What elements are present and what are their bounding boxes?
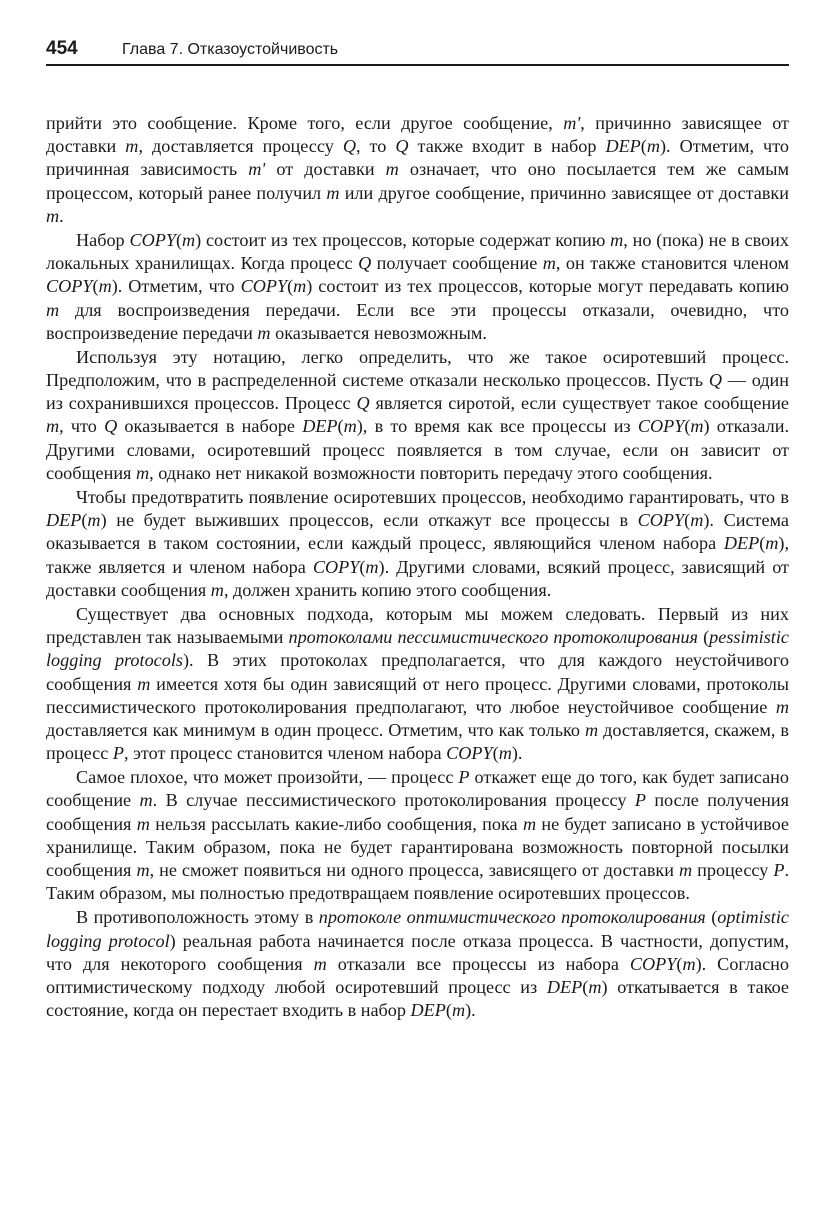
text-run: , что: [59, 416, 105, 437]
text-run: процессу: [692, 860, 774, 881]
text-run: В противоположность этому в: [76, 907, 319, 928]
italic-run: Q: [356, 393, 370, 414]
text-run: означает, что оно посылается тем же самым процессом, который ранее получил: [46, 159, 789, 203]
text-run: для воспроизведения передачи. Если все эти процессы отказали, очевидно, что воспроизведение передачи: [46, 299, 789, 343]
text-run: (: [684, 510, 691, 531]
text-run: ). Согласно оптимистическому подходу любой осиротевший процесс из: [46, 953, 789, 997]
italic-run: m: [682, 953, 696, 974]
text-run: ) состоит из тех процессов, которые содержат копию: [195, 229, 611, 250]
text-run: (: [492, 743, 499, 764]
text-run: ). Система оказывается в таком состоянии, если каждый процесс, являющийся членом набора: [46, 510, 789, 554]
italic-run: m': [563, 113, 581, 133]
text-run: отказали все процессы из набора: [326, 953, 630, 974]
italic-run: COPY: [637, 416, 685, 437]
page-number: 454: [46, 38, 78, 59]
book-page: [46, 0, 789, 1228]
text-run: (: [287, 276, 294, 297]
text-run: ). В этих протоколах предполагается, что для каждого неустойчивого сообщения: [46, 650, 789, 694]
text-run: ). Отметим, что причинная зависимость: [46, 136, 789, 180]
italic-run: P: [458, 767, 470, 788]
paragraph: [46, 346, 789, 485]
italic-run: P: [773, 860, 785, 881]
running-title: Глава 7. Отказоустойчивость: [122, 41, 339, 58]
text-run: , этот процесс становится членом набора: [124, 743, 447, 764]
italic-run: m: [610, 229, 624, 250]
italic-run: Q: [358, 253, 372, 274]
italic-run: m: [46, 416, 60, 437]
italic-run: COPY: [129, 229, 176, 250]
text-run: (: [92, 276, 99, 297]
italic-run: m: [210, 579, 224, 600]
text-run: (: [582, 976, 589, 997]
text-run: . Таким образом, мы полностью предотвращаем появление осиротевших процессов.: [46, 860, 789, 904]
italic-run: m: [343, 416, 357, 437]
text-run: или другое сообщение, причинно зависящее от доставки: [339, 182, 790, 203]
text-run: ) откатывается в такое состояние, когда он перестает входить в набор: [46, 976, 789, 1021]
italic-run: Q: [395, 136, 409, 157]
text-run: оказывается в наборе: [117, 416, 303, 437]
text-run: оказывается невозможным.: [270, 322, 487, 343]
italic-run: Q: [708, 370, 722, 391]
italic-run: m: [498, 743, 512, 764]
text-run: (: [705, 907, 718, 928]
italic-run: COPY: [46, 276, 93, 297]
text-run: — один из сохранившихся процессов. Процесс: [46, 370, 790, 414]
text-run: ) не будет выживших процессов, если откажут все процессы в: [100, 510, 638, 531]
header-rule: [46, 64, 789, 66]
italic-run: m: [136, 813, 150, 834]
text-run: имеется хотя бы один зависящий от него процесс. Другими словами, протоколы пессимистического протоколирования предполагают, что любое неустойчивое сообщение: [46, 673, 789, 717]
text-run: , он также становится членом: [555, 253, 789, 274]
text-run: получает сообщение: [371, 253, 543, 274]
italic-run: m': [248, 159, 266, 180]
italic-run: протоколе оптимистического протоколирования: [318, 907, 706, 928]
paragraph: [46, 112, 789, 228]
text-run: ), в то время как все процессы из: [356, 416, 638, 437]
italic-run: COPY: [312, 556, 360, 577]
italic-run: m: [46, 299, 60, 320]
text-run: (: [359, 556, 366, 577]
text-run: , но (пока) не в своих локальных хранилищах. Когда процесс: [46, 229, 789, 274]
text-run: (: [445, 1000, 452, 1021]
italic-run: m: [293, 276, 307, 297]
italic-run: DEP: [723, 533, 760, 554]
text-run: (: [640, 136, 647, 157]
text-run: не будет записано в устойчивое хранилище. Таким образом, пока не будет гарантирована возможность повторной посылки сообщения: [46, 813, 789, 881]
text-run: ).: [511, 743, 523, 764]
paragraph: [46, 486, 789, 602]
text-run: , доставляется процессу: [138, 136, 343, 157]
text-run: (: [684, 416, 691, 437]
italic-run: m: [136, 860, 150, 881]
text-run: от доставки: [265, 159, 386, 180]
text-run: Чтобы предотвратить появление осиротевших процессов, необходимо гарантировать, что в: [76, 486, 789, 507]
italic-run: DEP: [546, 976, 583, 997]
italic-run: m: [326, 182, 340, 203]
italic-run: m: [588, 976, 602, 997]
text-run: (: [81, 510, 88, 531]
text-run: после получения сообщения: [46, 790, 790, 834]
italic-run: протоколами пессимистического протоколирования: [288, 627, 699, 648]
italic-run: COPY: [240, 276, 288, 297]
paragraph: [46, 229, 789, 345]
italic-run: m: [690, 510, 704, 531]
text-run: . В случае пессимистического протоколирования процессу: [152, 790, 635, 811]
text-run: , то: [355, 136, 396, 157]
text-run: ) состоит из тех процессов, которые могут передавать копию: [306, 276, 789, 297]
text-run: Самое плохое, что может произойти, — процесс: [76, 767, 459, 788]
italic-run: m: [137, 673, 151, 694]
text-run: доставляется как минимум в один процесс. Отметим, что как только: [46, 719, 585, 740]
italic-run: m: [690, 416, 704, 437]
italic-run: DEP: [410, 1000, 446, 1021]
italic-run: m: [257, 322, 271, 343]
italic-run: DEP: [605, 136, 641, 157]
text-run: доставляется, скажем, в процесс: [46, 719, 789, 764]
text-run: нельзя рассылать какие-либо сообщения, пока: [149, 813, 523, 834]
italic-run: m: [451, 1000, 466, 1021]
text-run: является сиротой, если существует такое сообщение: [369, 393, 789, 414]
text-run: ).: [465, 1000, 476, 1021]
italic-run: m: [182, 229, 196, 250]
italic-run: m: [313, 953, 327, 974]
text-run: ). Отметим, что: [111, 276, 241, 297]
body-text: [46, 112, 789, 1023]
italic-run: m: [135, 462, 150, 483]
italic-run: COPY: [629, 953, 677, 974]
text-run: (: [759, 533, 766, 554]
running-header: [46, 38, 789, 66]
text-run: также входит в набор: [408, 136, 606, 157]
text-run: ), также является и членом набора: [46, 533, 789, 577]
paragraph: [46, 603, 789, 765]
italic-run: m: [139, 790, 153, 811]
italic-run: m: [542, 253, 556, 274]
italic-run: COPY: [446, 743, 493, 764]
italic-run: m: [125, 136, 139, 157]
italic-run: m: [679, 860, 693, 881]
italic-run: COPY: [637, 510, 685, 531]
text-run: , причинно зависящее от доставки: [46, 113, 789, 157]
italic-run: m: [775, 696, 789, 717]
italic-run: m: [98, 276, 112, 297]
text-run: Существует два основных подхода, которым мы можем следовать. Первый из них представлен так называемыми: [46, 603, 789, 648]
italic-run: Q: [342, 136, 356, 157]
text-run: .: [59, 205, 64, 226]
paragraph: [46, 766, 789, 905]
italic-run: m: [385, 159, 399, 180]
text-run: ) реальная работа начинается после отказа процесса. В частности, допустим, что для некоторого сообщения: [46, 930, 790, 974]
italic-run: m: [87, 510, 101, 531]
italic-run: DEP: [46, 510, 82, 531]
italic-run: m: [522, 813, 537, 834]
italic-run: m: [585, 719, 599, 740]
italic-run: P: [634, 790, 646, 811]
text-run: (: [698, 627, 710, 648]
paragraph: [46, 906, 789, 1022]
italic-run: m: [646, 136, 660, 157]
text-run: , однако нет никакой возможности повторить передачу этого сообщения.: [149, 462, 713, 483]
italic-run: P: [112, 743, 124, 764]
text-run: Набор: [76, 229, 130, 250]
text-run: , должен хранить копию этого сообщения.: [223, 579, 552, 600]
text-run: Используя эту нотацию, легко определить, что же такое осиротевший процесс. Предположим, что в распределенной системе отказали несколько процессов. Пусть: [46, 346, 789, 391]
text-run: прийти это сообщение. Кроме того, если другое сообщение,: [46, 113, 564, 133]
text-run: (: [676, 953, 683, 974]
italic-run: m: [765, 533, 779, 554]
italic-run: DEP: [302, 416, 338, 437]
text-run: , не сможет появиться ни одного процесса, зависящего от доставки: [149, 860, 679, 881]
italic-run: optimistic logging protocol: [46, 907, 789, 951]
italic-run: pessimistic logging protocols: [46, 627, 789, 671]
text-run: ). Другими словами, всякий процесс, зависящий от доставки сообщения: [46, 556, 789, 600]
text-run: ) отказали. Другими словами, осиротевший процесс появляется в том случае, если он зависит от сообщения: [46, 416, 790, 483]
italic-run: Q: [104, 416, 118, 437]
italic-run: m: [46, 205, 60, 226]
text-run: откажет еще до того, как будет записано сообщение: [46, 767, 789, 811]
italic-run: m: [365, 556, 379, 577]
text-run: (: [337, 416, 344, 437]
text-run: (: [175, 229, 182, 250]
